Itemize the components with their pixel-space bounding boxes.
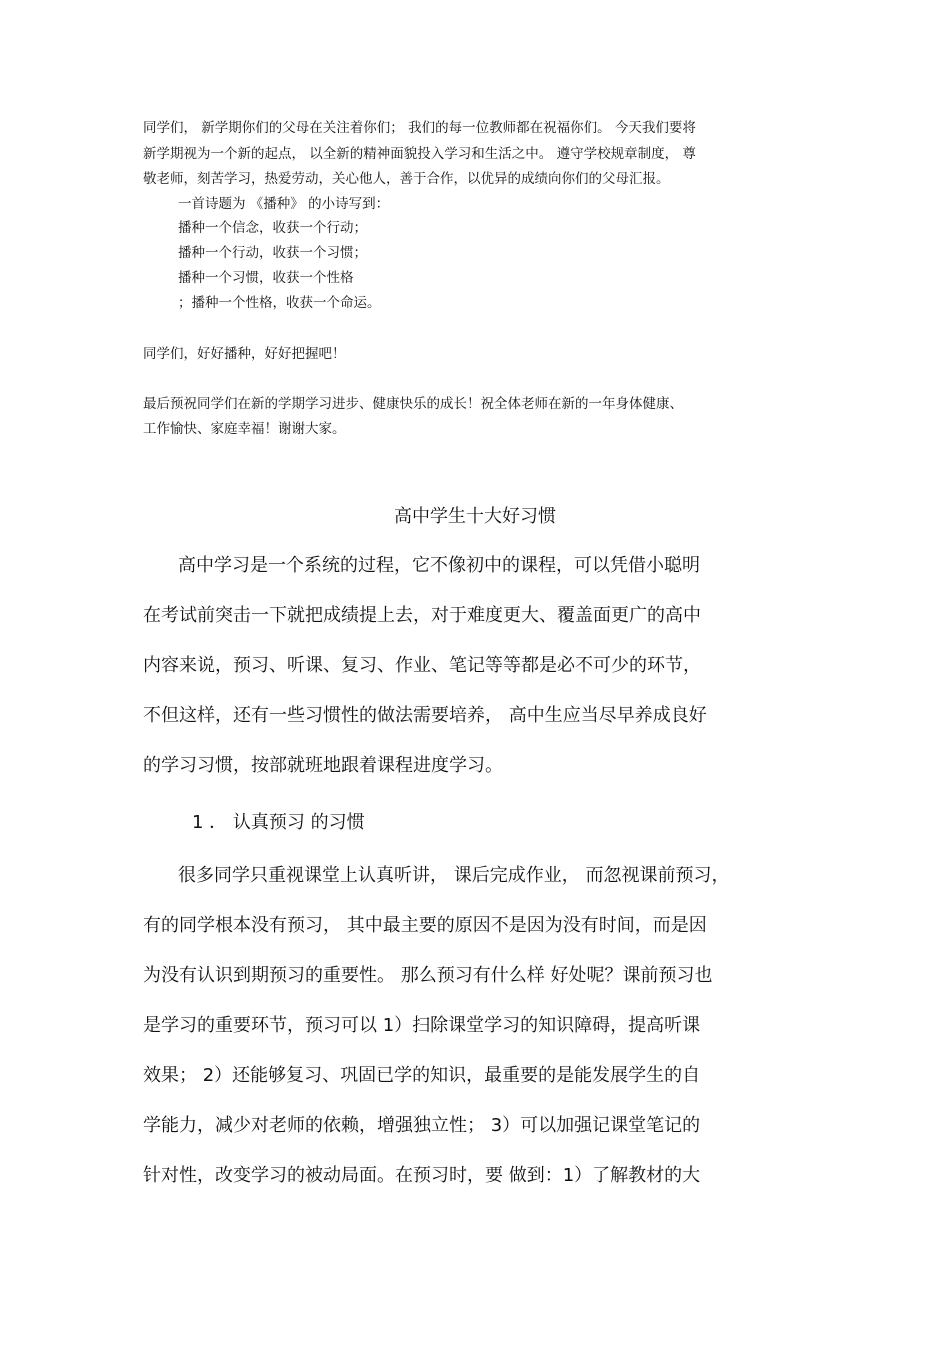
speech-line: 新学期视为一个新的起点， 以全新的精神面貌投入学习和生活之中。 遵守学校规章制度， 尊 (143, 146, 696, 162)
section-heading: 1 ． 认真预习 的习惯 (192, 812, 365, 833)
intro-line: 高中学习是一个系统的过程，它不像初中的课程，可以凭借小聪明 (178, 555, 700, 576)
intro-line: 的学习习惯，按部就班地跟着课程进度学习。 (143, 755, 503, 776)
closing-line: 最后预祝同学们在新的学期学习进步、健康快乐的成长！祝全体老师在新的一年身体健康、 (143, 396, 683, 412)
poem-line: ；播种一个性格，收获一个命运。 (178, 295, 381, 311)
section-line: 针对性，改变学习的被动局面。在预习时，要 做到：1）了解教材的大 (143, 1165, 701, 1186)
poem-line: 播种一个行动，收获一个习惯； (178, 245, 367, 261)
section-line: 有的同学根本没有预习， 其中最主要的原因不是因为没有时间，而是因 (143, 915, 707, 936)
poem-line: 播种一个信念，收获一个行动； (178, 220, 367, 236)
exhort-line: 同学们，好好播种，好好把握吧！ (143, 346, 346, 362)
speech-line: 同学们， 新学期你们的父母在关注着你们； 我们的每一位教师都在祝福你们。 今天我们要将 (143, 120, 696, 136)
closing-line: 工作愉快、家庭幸福！谢谢大家。 (143, 421, 346, 437)
section-line: 学能力，减少对老师的依赖，增强独立性； 3）可以加强记课堂笔记的 (143, 1115, 701, 1136)
article-title: 高中学生十大好习惯 (394, 506, 556, 527)
section-line: 效果； 2）还能够复习、巩固已学的知识，最重要的是能发展学生的自 (143, 1065, 701, 1086)
intro-line: 在考试前突击一下就把成绩提上去，对于难度更大、覆盖面更广的高中 (143, 605, 701, 626)
intro-line: 内容来说，预习、听课、复习、作业、笔记等等都是必不可少的环节， (143, 655, 701, 676)
poem-intro: 一首诗题为 《播种》 的小诗写到： (178, 196, 390, 212)
intro-line: 不但这样，还有一些习惯性的做法需要培养， 高中生应当尽早养成良好 (143, 705, 707, 726)
section-line: 很多同学只重视课堂上认真听讲， 课后完成作业， 而忽视课前预习， (178, 865, 730, 886)
poem-line: 播种一个习惯，收获一个性格 (178, 270, 354, 286)
section-line: 为没有认识到期预习的重要性。 那么预习有什么样 好处呢？课前预习也 (143, 965, 713, 986)
section-line: 是学习的重要环节，预习可以 1）扫除课堂学习的知识障碍，提高听课 (143, 1015, 701, 1036)
speech-line: 敬老师，刻苦学习，热爱劳动，关心他人，善于合作，以优异的成绩向你们的父母汇报。 (143, 171, 670, 187)
